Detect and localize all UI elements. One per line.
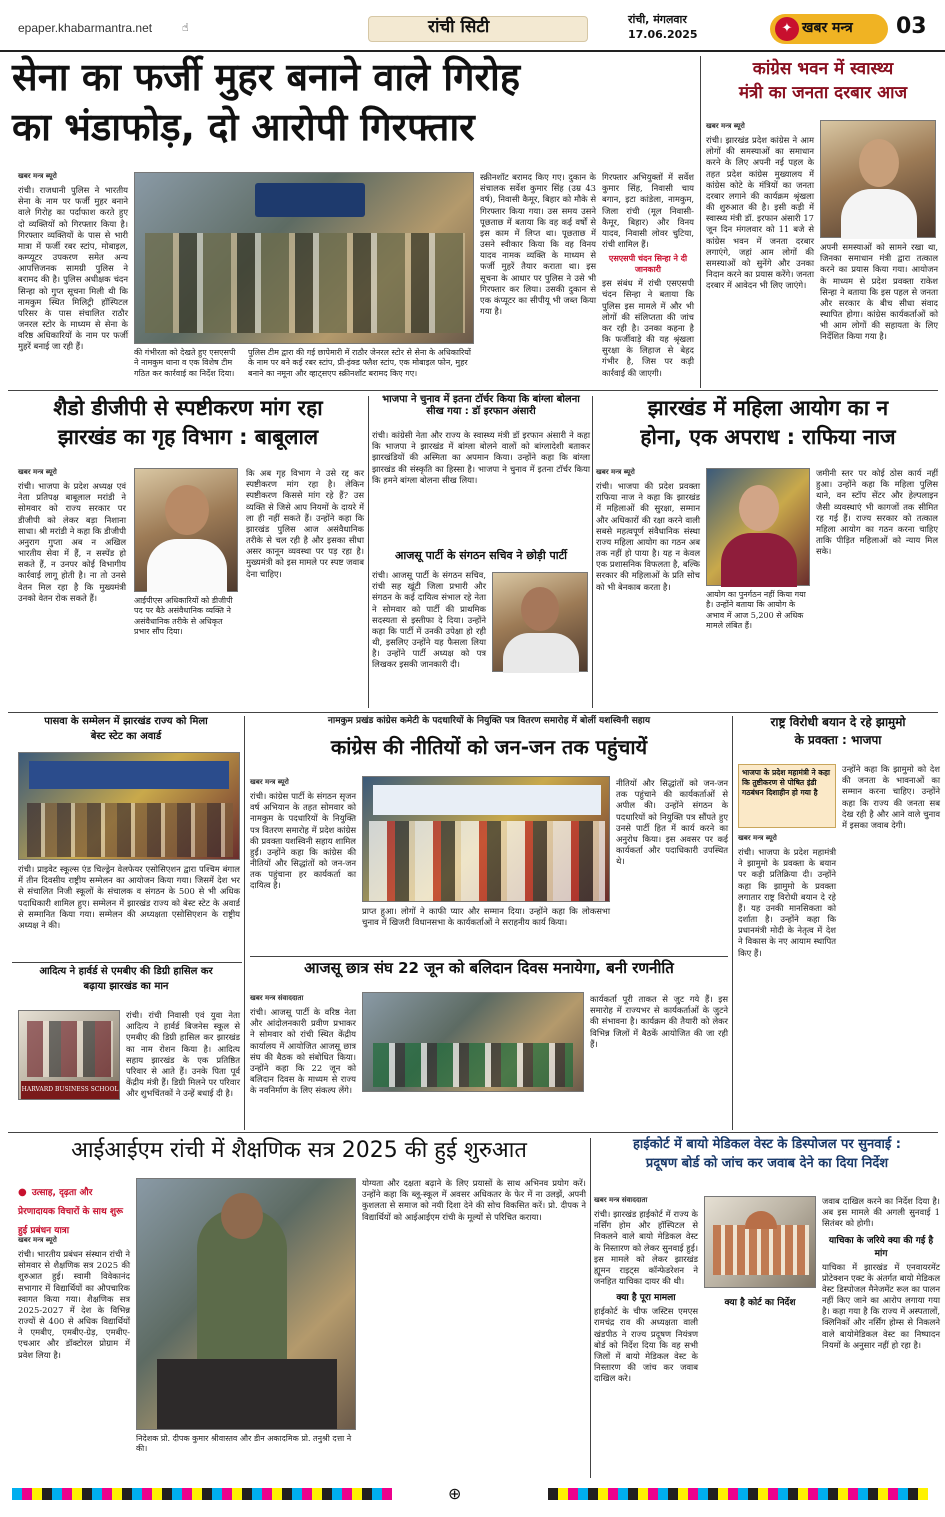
lead-text-b: स्क्रीनशॉट बरामद किए गए। दुकान के संचालक सर्वेश कुमार सिंह (उम्र 43 वर्ष), निवासी कैमूर, बिहार को मौके से गिरफ्तार किया गया। उस समय उसने पूछताछ में बताया कि वह कई वर्षों से इस काम में लिप्त था। पूछताछ में उसने स्वीकार किया कि वह विनय यादव नामक व्यक्ति के माध्यम से फर्जी मुहरें तैयार कराता था। इस सूचना के आधार पर पुलिस ने उसे भी गिरफ्तार कर लिया। उसकी दुकान से एक कंप्यूटर का सीपीयू भी जब्त किया गया है।	[480, 172, 596, 317]
date-city: रांची, मंगलवार	[628, 13, 687, 26]
byline: खबर मन्त्र ब्यूरो	[18, 468, 57, 476]
stage-backdrop	[373, 785, 601, 815]
highcourt-photo	[704, 1196, 816, 1288]
portrait-shirt	[147, 539, 227, 593]
biomedical-subhead-3: याचिका के जरिये क्या की गई है मांग	[828, 1235, 934, 1259]
headline: आईआईएम रांची में शैक्षणिक सत्र 2025 की हुई शुरुआत	[71, 1138, 527, 1163]
headline-line2: झारखंड का गृह विभाग : बाबूलाल	[57, 425, 319, 450]
divider	[590, 1138, 591, 1478]
portrait-babulal	[134, 468, 238, 592]
irfan-kicker	[372, 394, 590, 428]
byline: खबर मन्त्र संवाददाता	[594, 1196, 648, 1204]
biomedical-text-a: रांची। झारखंड हाईकोर्ट में राज्य के नर्सिंग होम और हॉस्पिटल से निकलने वाले बायो मेडिकल वेस्ट के निस्तारण को लेकर सुनवाई हुई। इस मामले को लेकर झारखंड ह्यूमन राइट्स कॉन्फेडरेशन ने जनहित याचिका दायर की थी।	[594, 1209, 698, 1287]
babulal-text-b: कि अब गृह विभाग ने उसे रद्द कर स्पष्टीकरण मांग रहा है। लेकिन स्पष्टीकरण किससे मांग रहे हैं? उस व्यक्ति से जिसे आप नियमों के दायरे में ला ही नहीं सकते हैं। उन्होंने कहा कि झारखंड पुलिस आज असंवैधानिक तरीके से चल रही है और इसका सीधा असर कानून व्यवस्था पर पड़ रहा है। मुख्यमंत्री को इस मामले पर स्पष्ट जवाब देना चाहिए।	[246, 468, 364, 579]
headline: आजसू पार्टी के संगठन सचिव ने छोड़ी पार्टी	[395, 549, 567, 562]
byline: खबर मन्त्र संवाददाता	[250, 994, 304, 1002]
kicker-text: नामकुम प्रखंड कांग्रेस कमेटी के पदधारियों के नियुक्ति पत्र वितरण समारोह में बोलीं यशस्विनी सहाय	[327, 716, 651, 726]
iim-speaker-photo	[136, 1178, 356, 1430]
congress-policy-headline	[250, 736, 728, 770]
divider	[8, 390, 938, 391]
color-strip-left	[12, 1488, 392, 1500]
mahila-text-a: रांची। भाजपा की प्रदेश प्रवक्ता राफिया नाज ने कहा कि झारखंड में महिलाओं की सुरक्षा, सम्मान और अधिकारों की रक्षा करने वाली सबसे महत्वपूर्ण संवैधानिक संस्था राज्य महिला आयोग का गठन अब तक नहीं हो पाया है। यह न केवल एक प्रशासनिक विफलता है, बल्कि सरकार की महिलाओं के प्रति सोच को भी बेनकाब करता है।	[596, 481, 700, 592]
iim-headline	[12, 1138, 586, 1174]
congress-bhawan-text-b: अपनी समस्याओं को सामने रखा था, जिनका समाधान मंत्री द्वारा तत्काल करने का प्रयास किया गया। आयोजन के माध्यम से प्रदेश प्रवक्ता राकेश सिन्हा ने बताया कि इस पहल से जनता और सरकार के बीच सीधा संवाद स्थापित होगा। कांग्रेस कार्यकर्ताओं को भी आम लोगों की सहायता के लिए निर्देशित किया गया है।	[820, 242, 938, 342]
headline-line1: राष्ट्र विरोधी बयान दे रहे झामुमो	[770, 715, 906, 729]
cursor-icon: ☝	[182, 21, 189, 34]
brand-logo	[770, 14, 888, 44]
headline-line1: शैडो डीजीपी से स्पष्टीकरण मांग रहा	[53, 396, 323, 420]
people-row	[369, 821, 605, 901]
congress-bhawan-text-a: रांची। झारखंड प्रदेश कांग्रेस ने आम लोगों की समस्याओं का समाधान करने के लिए अपनी नई पहल के तहत प्रदेश कांग्रेस मुख्यालय में कांग्रेस कोटे के मंत्रियों का जनता दरबार लगाने की कार्यक्रम श्रृंखला की शुरुआत की है। इसी कड़ी में स्वास्थ्य मंत्री डॉ. इरफान अंसारी 17 जून दिन मंगलवार को 11 बजे से कांग्रेस भवन में जनता दरबार लगाएंगे, जहां आम लोगों की समस्याओं को सुनेंगे और उनका निदान करने का प्रयास करेंगे। जनता दरबार में आवेदन भी लिए जाएंगे।	[706, 135, 814, 291]
aditya-text: रांची। रांची निवासी एवं युवा नेता आदित्य ने हार्वर्ड बिजनेस स्कूल से एमबीए की डिग्री हासिल कर झारखंड का नाम रोशन किया है। आदित्य सहाय झारखंड के एक प्रतिष्ठित परिवार से आते हैं। उनके पिता पूर्व केंद्रीय मंत्री हैं। डिग्री मिलने पर परिवार और शुभचिंतकों ने उन्हें बधाई दी है।	[126, 1010, 240, 1099]
biomedical-subhead-1: क्या है पूरा मामला	[616, 1293, 676, 1304]
pasva-headline	[12, 716, 240, 752]
byline: खबर मन्त्र ब्यूरो	[596, 468, 635, 476]
brand-icon: ✦	[775, 17, 799, 41]
lead-text-d: इस संबंध में रांची एसएसपी चंदन सिन्हा ने बताया कि पुलिस इस मामले में और भी लोगों की संलिप्तता की जांच कर रही है। उनका कहना है कि फर्जीवाड़े की यह श्रृंखला सुरक्षा के लिहाज से बेहद गंभीर है, जिस पर कड़ी कार्रवाई की जाएगी।	[602, 278, 694, 378]
masthead-date-box	[628, 12, 760, 46]
ajsu-chhatra-headline	[250, 960, 728, 988]
ajsu-chhatra-photo	[362, 992, 584, 1092]
mahila-caption: आयोग का पुनर्गठन नहीं किया गया है। उन्होंने बताया कि आयोग के अभाव में आज 5,200 से अधिक मामले लंबित हैं।	[706, 590, 806, 631]
lead-photo-police	[134, 172, 474, 344]
portrait-face	[165, 485, 209, 535]
headline-line2: बढ़ाया झारखंड का मान	[83, 980, 169, 992]
lead-col-4	[602, 172, 694, 387]
iim-text-a: रांची। भारतीय प्रबंधन संस्थान रांची ने सोमवार से शैक्षणिक सत्र 2025 की शुरुआत हुई। स्वामी विवेकानंद सभागार में विद्यार्थियों का औपचारिक स्वागत किया गया। शैक्षणिक सत्र 2025-2027 में देश के विभिन्न राज्यों से 400 से अधिक विद्यार्थियों ने एमबीए, एमबीए-ग्रेड़, एमबीए-एचआर और डॉक्टोरल प्रोग्राम में प्रवेश लिया है।	[18, 1249, 130, 1360]
byline: खबर मन्त्र ब्यूरो	[706, 122, 745, 130]
brand-name: खबर मन्त्र	[802, 20, 853, 36]
lead-headline	[12, 56, 692, 174]
lead-col-1	[18, 172, 128, 387]
portrait-rafia-naaz	[706, 468, 810, 586]
page-number: 03	[896, 14, 927, 39]
lead-subhead: एसएसपी चंदन सिन्हा ने दी जानकारी	[608, 254, 688, 275]
byline: खबर मन्त्र ब्यूरो	[18, 172, 57, 180]
biomedical-col2	[704, 1292, 816, 1478]
divider	[732, 716, 733, 1130]
divider	[8, 712, 938, 713]
pasva-award-photo	[18, 752, 240, 860]
meeting-table	[373, 1043, 573, 1087]
speaker-head	[221, 1193, 263, 1239]
registration-mark-icon: ⊕	[448, 1484, 462, 1503]
babulal-col1	[18, 468, 126, 708]
congress-policy-col1	[250, 778, 356, 902]
portrait-minister	[820, 120, 936, 238]
portrait-face	[859, 139, 899, 187]
mahila-col1	[596, 468, 700, 708]
masthead-url[interactable]: epaper.khabarmantra.net	[18, 21, 153, 35]
congress-policy-text-b: नीतियों और सिद्धांतों को जन-जन तक पहुंचाने की कार्यकर्ताओं से अपील की। उन्होंने संगठन के पदधारियों को नियुक्ति पत्र सौंपते हुए उनसे पार्टी हित में कार्य करने का अनुरोध किया। इस अवसर पर कई कार्यकर्ता और पदाधिकारी उपस्थित थे।	[616, 778, 728, 867]
court-building	[713, 1225, 809, 1275]
stage-banner	[29, 761, 229, 789]
portrait-dress	[721, 533, 797, 587]
kicker-text: भाजपा के प्रदेश महामंत्री ने कहा कि तुष्टीकरण से पोषित इंडी गठबंधन दिशाहीन हो गया है	[742, 768, 830, 797]
divider	[244, 716, 245, 1130]
congress-policy-photo-caption: प्राप्त हुआ। लोगों ने काफी प्यार और सम्मान दिया। उन्होंने कहा कि लोकसभा चुनाव में खिजरी विधानसभा के कार्यकर्ताओं ने सराहनीय कार्य किया।	[362, 906, 610, 928]
print-registration-bar	[0, 1484, 945, 1506]
divider	[12, 962, 242, 963]
headline-line2: बेस्ट स्टेट का अवार्ड	[90, 730, 162, 742]
divider	[700, 56, 701, 388]
ajsu-chhatra-col1	[250, 994, 356, 1130]
divider	[592, 396, 593, 708]
pasva-text: रांची। प्राइवेट स्कूल्स एंड चिल्ड्रेन वेलफेयर एसोसिएशन द्वारा पश्चिम बंगाल में तीन दिवसीय राष्ट्रीय सम्मेलन का आयोजन किया गया। जिसमें देश भर से संचालित निजी स्कूलों के संचालक व संगठन के 500 से भी अधिक पदाधिकारी शामिल हुए। सम्मेलन में झारखंड राज्य को बेस्ट स्टेट के अवार्ड से सम्मानित किया गया। सम्मेलन की अध्यक्षता एसोसिएशन के राष्ट्रीय अध्यक्ष ने की।	[18, 864, 240, 930]
irfan-kicker-text: भाजपा ने चुनाव में इतना टॉर्चर किया कि बांग्ला बोलना सीख गया : डॉ इरफान अंसारी	[382, 394, 580, 417]
lead-caption-left: की गंभीरता को देखते हुए एसएसपी ने नामकुम थाना व एक विशेष टीम गठित कर कार्रवाई का निर्देश दिया।	[134, 348, 236, 378]
headline: कांग्रेस की नीतियों को जन-जन तक पहुंचायें	[330, 735, 648, 759]
irfan-text: रांची। कांग्रेसी नेता और राज्य के स्वास्थ्य मंत्री डॉ इरफान अंसारी ने कहा कि भाजपा ने झारखंड में बांग्ला बोलने वालों को बांग्लादेशी बताकर झारखंडियों की अस्मिता का अपमान किया। उन्होंने कहा कि बांग्ला झारखंड की संस्कृति का हिस्सा है। भाजपा ने चुनाव में इतना टॉर्चर किया कि हमने बांग्ला बोलना सीख लिया।	[372, 430, 590, 485]
congress-bhawan-col1	[706, 122, 814, 388]
lead-text-a: रांची। राजधानी पुलिस ने भारतीय सेना के नाम पर फर्जी मुहर बनाने वाले गिरोह का पर्दाफाश करते हुए दो व्यक्तियों को गिरफ्तार किया है। गिरफ्तार व्यक्तियों के पास से भारी मात्रा में फर्जी रबर स्टांप, मोबाइल, कम्प्यूटर उपकरण समेत अन्य आपत्तिजनक सामग्री पुलिस ने बरामद की है। पुलिस अधीक्षक चंदन सिन्हा को गुप्त सूचना मिली थी कि नामकुम स्थित मिलिट्री हॉस्पिटल परिसर के पास संचालित राठौर जनरल स्टोर के माध्यम से सेना के वरिष्ठ अधिकारियों के नाम पर फर्जी मुहरें बनाई जा रही हैं।	[18, 185, 128, 352]
lead-headline-line2: का भंडाफोड़, दो आरोपी गिरफ्तार	[12, 104, 475, 149]
biomedical-col1	[594, 1196, 698, 1478]
biomedical-text-c: जवाब दाखिल करने का निर्देश दिया है। अब इस मामले की अगली सुनवाई 1 सितंबर को होगी।	[822, 1196, 940, 1229]
headline-line1: पासवा के सम्मेलन में झारखंड राज्य को मिला	[44, 716, 208, 727]
headline-line2: के प्रवक्ता : भाजपा	[794, 732, 882, 747]
congress-policy-kicker	[250, 716, 728, 734]
ajsu-resign-headline	[372, 550, 590, 568]
congress-policy-photo	[362, 776, 610, 902]
award-group	[27, 803, 233, 857]
headline-line1: कांग्रेस भवन में स्वास्थ्य	[752, 59, 894, 79]
headline-line1: आदित्य ने हार्वर्ड से एमबीए की डिग्री हासिल कर	[39, 966, 213, 977]
portrait-face	[521, 587, 559, 631]
date: 17.06.2025	[628, 28, 698, 41]
masthead	[0, 0, 945, 52]
jmm-bjp-text-b: उन्होंने कहा कि झामुमो को देश की जनता के भावनाओं का सम्मान करना चाहिए। उन्होंने कहा कि राज्य की जनता सब देख रही है और आने वाले चुनाव में इसका जवाब देगी।	[842, 764, 940, 830]
biomedical-col3	[822, 1196, 940, 1478]
color-strip-right	[548, 1488, 928, 1500]
portrait-ajsu-leader	[492, 572, 588, 672]
babulal-text-a: रांची। भाजपा के प्रदेश अध्यक्ष एवं नेता प्रतिपक्ष बाबूलाल मरांडी ने सोमवार को राज्य सरकार पर डीजीपी को लेकर बड़ा निशाना साधा। श्री मरांडी ने कहा कि डीजीपी अनुराग गुप्ता अब न अखिल भारतीय सेवा में हैं, न सस्पेंड हो सकते हैं, न उनपर कोई विभागीय कार्रवाई लागू होती है। ना तो उनसे वेतन मिल रहा है कि मुख्यमंत्री उनको वेतन रोक सकते हैं।	[18, 481, 126, 603]
bullet-icon: ●	[18, 1187, 27, 1198]
lead-text-c: गिरफ्तार अभियुक्तों में सर्वेश कुमार सिंह, निवासी चाय बगान, इटा कांडेला, नामकुम, जिला रांची (मूल निवासी- कैमूर, बिहार) और विनय यादव, निवासी लोवर चुटिया, रांची शामिल हैं।	[602, 172, 694, 250]
byline: खबर मन्त्र ब्यूरो	[250, 778, 289, 786]
portrait-shirt	[503, 633, 579, 673]
mahila-headline	[596, 396, 940, 462]
babulal-caption: आईपीएस अधिकारियों को डीजीपी पद पर बैठे असंवैधानिक व्यक्ति ने असंवैधानिक तरीके से अधिकृत प्रभार सौंप दिया।	[134, 596, 233, 637]
court-dome	[745, 1211, 777, 1229]
jmm-bjp-kicker-box	[738, 764, 836, 828]
harvard-figures	[27, 1021, 113, 1077]
jmm-bjp-headline	[736, 716, 940, 760]
section-title: रांची सिटी	[428, 17, 490, 37]
byline: खबर मन्त्र ब्यूरो	[738, 834, 777, 842]
jmm-bjp-text-a: रांची। भाजपा के प्रदेश महामंत्री ने झामुमो के प्रवक्ता के बयान पर कड़ी प्रतिक्रिया दी। उन्होंने कहा कि झामुमो के प्रवक्ता लगातार राष्ट्र विरोधी बयान दे रहे हैं। यह उनकी मानसिकता को दर्शाता है। उन्होंने कहा कि प्रधानमंत्री मोदी के नेतृत्व में देश ने विकास के नए आयाम स्थापित किए हैं।	[738, 847, 836, 958]
aditya-harvard-photo	[18, 1010, 120, 1100]
aditya-headline	[12, 966, 240, 1006]
byline: खबर मन्त्र ब्यूरो	[18, 1236, 57, 1244]
biomedical-text-b: हाईकोर्ट के चीफ जस्टिस एमएस रामचंद्र राव की अध्यक्षता वाली खंडपीठ ने राज्य प्रदूषण नियंत्रण बोर्ड को निर्देश दिया कि वह सभी जिलों में बायो मेडिकल वेस्ट के निस्तारण की जांच कर जवाब दाखिल करे।	[594, 1306, 698, 1384]
harvard-sign: HARVARD BUSINESS SCHOOL	[21, 1081, 119, 1099]
babulal-headline	[12, 396, 364, 462]
ajsu-chhatra-text-b: कार्यकर्ता पूरी ताकत से जुट गये हैं। इस समारोह में राज्यभर से कार्यकर्ताओं के जुटने की संभावना है। कार्यक्रम की तैयारी को लेकर विभिन्न जिलों में बैठकें आयोजित की जा रही हैं।	[590, 994, 728, 1049]
divider	[250, 956, 728, 957]
podium	[157, 1359, 337, 1429]
headline-line2: होना, एक अपराध : राफिया नाज	[640, 425, 896, 450]
portrait-shirt	[841, 189, 917, 239]
divider	[368, 396, 369, 708]
portrait-face	[739, 485, 779, 531]
iim-side-box	[18, 1180, 130, 1236]
banner-ranchi	[255, 183, 365, 217]
ajsu-resign-text: रांची। आजसू पार्टी के संगठन सचिव, रांची सह खूंटी जिला प्रभारी और संगठन के कई दायित्व संभाल रहे नेता ने सोमवार को पार्टी की प्राथमिक सदस्यता से इस्तीफा दे दिया। उन्होंने कहा कि पार्टी में उनकी उपेक्षा हो रही थी, इसलिए उन्होंने यह फैसला लिया है। उन्होंने पार्टी अध्यक्ष को पत्र लिखकर इसकी जानकारी दी।	[372, 570, 486, 670]
congress-bhawan-headline	[708, 60, 938, 116]
lead-photo-caption: पुलिस टीम द्वारा की गई छापेमारी में राठौर जेनरल स्टोर से सेना के अधिकारियों के नाम पर बने कई रबर स्टांप, प्री-इंक्ड फ्लैश स्टांप, एक मोबाइल फोन, मुहर बनाने का नमूना और व्हाट्सएप स्क्रीनशॉट बरामद किए गए।	[248, 348, 472, 378]
biomedical-text-d: याचिका में झारखंड में एनवायरमेंट प्रोटेक्शन एक्ट के अंतर्गत बायो मेडिकल वेस्ट डिस्पोजल मैनेजमेंट रूल का पालन नहीं किए जाने का आरोप लगाया गया है। कहा गया है कि राज्य में अस्पतालों, क्लिनिकों और नर्सिंग होम्स से निकलने वाले बायोमेडिकल वेस्ट का निष्पादन नियमों के अनुसार नहीं हो रहा है।	[822, 1261, 940, 1350]
iim-text-b: योग्यता और दक्षता बढ़ाने के लिए प्रयासों के साथ अभिनव प्रयोग करें। उन्होंने कहा कि ब्लू-स्कूल में अवसर अधिकतर के फेर में ना उलझें, अपनी कुशलता से समाज को नयी दिशा देने की सोच विकसित करें। प्रो. दीपक ने विद्यार्थियों को आईआईएम रांची के मूल्यों से परिचित कराया।	[362, 1178, 586, 1222]
police-figures	[145, 233, 465, 333]
biomedical-subhead-2: क्या है कोर्ट का निर्देश	[724, 1298, 796, 1308]
lead-headline-line1: सेना का फर्जी मुहर बनाने वाले गिरोह	[12, 55, 521, 99]
congress-policy-text-a: रांची। कांग्रेस पार्टी के संगठन सृजन वर्ष अभियान के तहत सोमवार को नामकुम के पदधारियों के नियुक्ति पत्र वितरण समारोह में प्रदेश कांग्रेस की प्रवक्ता यशस्विनी सहाय शामिल हुईं। उन्होंने कहा कि कांग्रेस की नीतियों और सिद्धांतों को जन-जन तक पहुंचाना हर कार्यकर्ता का दायित्व है।	[250, 791, 356, 891]
side-box-text: उत्साह, दृढ़ता और प्रेरणादायक विचारों के साथ शुरू हुई प्रबंधन यात्रा	[18, 1188, 123, 1236]
biomedical-headline	[594, 1138, 940, 1190]
iim-caption: निदेशक प्रो. दीपक कुमार श्रीवास्तव और डीन अकादमिक प्रो. तनुश्री दत्ता ने की।	[136, 1434, 352, 1454]
divider	[8, 1132, 938, 1133]
iim-col1	[18, 1236, 130, 1476]
headline-line2: मंत्री का जनता दरबार आज	[738, 82, 908, 103]
headline-line2: प्रदूषण बोर्ड को जांच कर जवाब देने का दिया निर्देश	[645, 1155, 889, 1171]
ajsu-chhatra-text-a: रांची। आजसू पार्टी के वरिष्ठ नेता और आंदोलनकारी प्रवीण प्रभाकर ने सोमवार को रांची स्थित केंद्रीय कार्यालय में आयोजित आजसू छात्र संघ की बैठक को संबोधित किया। उन्होंने कहा कि 22 जून को बलिदान दिवस के माध्यम से राज्य के नवनिर्माण के लिए संकल्प लेंगे।	[250, 1007, 356, 1096]
mahila-text-b: जमीनी स्तर पर कोई ठोस कार्य नहीं हुआ। उन्होंने कहा कि महिला पुलिस थाने, वन स्टॉप सेंटर और हेल्पलाइन जैसी व्यवस्थाएं भी कागजों तक सीमित रह गई हैं। राज्य सरकार को तत्काल महिला आयोग का गठन करना चाहिए ताकि पीड़ित महिलाओं को न्याय मिल सके।	[816, 468, 938, 557]
jmm-bjp-col1	[738, 834, 836, 1130]
headline-line1: झारखंड में महिला आयोग का न	[647, 396, 889, 420]
headline-line1: हाईकोर्ट में बायो मेडिकल वेस्ट के डिस्पोजल पर सुनवाई :	[633, 1137, 901, 1152]
headline: आजसू छात्र संघ 22 जून को बलिदान दिवस मनायेगा, बनी रणनीति	[304, 959, 674, 977]
